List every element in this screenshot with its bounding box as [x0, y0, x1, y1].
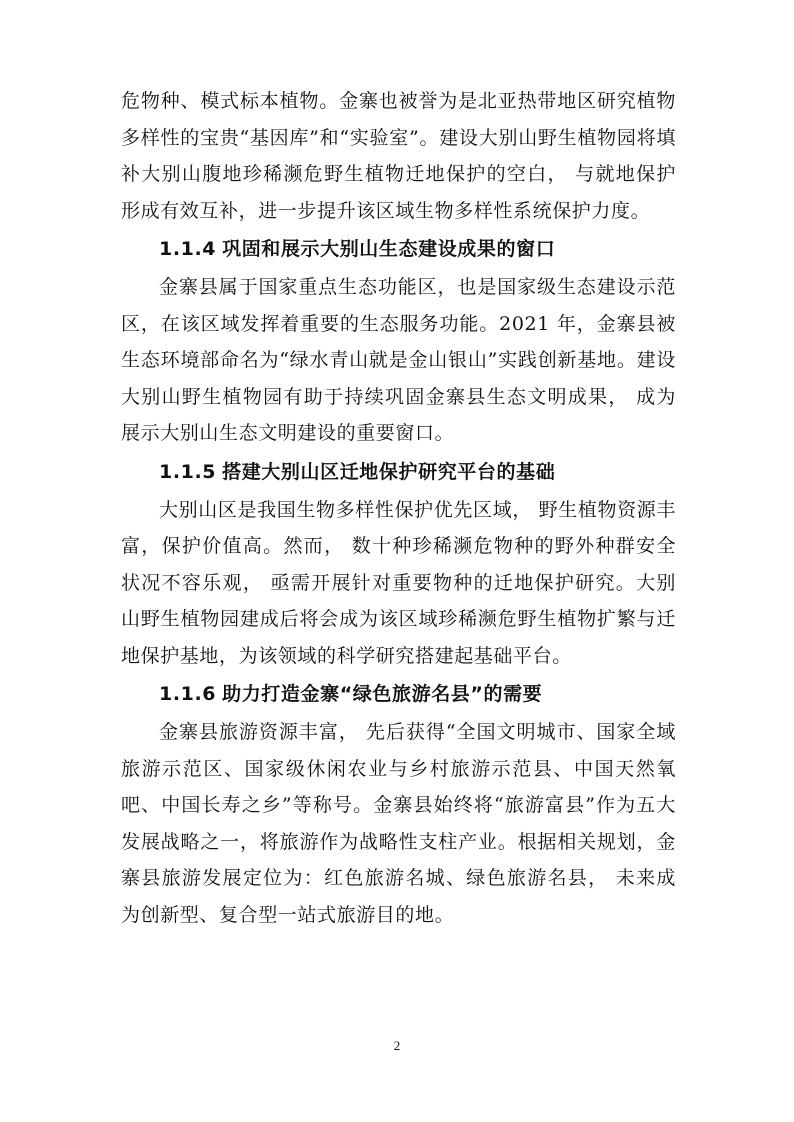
page-number: 2 — [393, 1038, 401, 1053]
section-title: 搭建大别山区迁地保护研究平台的基础 — [222, 460, 556, 483]
section-paragraph-1-1-4: 金寨县属于国家重点生态功能区，也是国家级生态建设示范区，在该区域发挥着重要的生态服务功能。2021 年，金寨县被生态环境部命名为“绿水青山就是金山银山”实践创新基地。建设大别山野生植物园有助于持续巩固金寨县生态文明成果， 成为展示大别山生态文明建设的重要窗口。 — [121, 276, 676, 444]
section-title: 巩固和展示大别山生态建设成果的窗口 — [222, 238, 556, 260]
page-content — [121, 83, 676, 933]
section-paragraph-1-1-5: 大别山区是我国生物多样性保护优先区域， 野生植物资源丰富，保护价值高。然而， 数十种珍稀濒危物种的野外种群安全状况不容乐观， 亟需开展针对重要物种的迁地保护研究。大别山野生植物园建成后将会成为该区域珍稀濒危野生植物扩繁与迁地保护基地，为该领域的科学研究搭建起基础平台。 — [121, 498, 676, 667]
section-number: 1.1.6 — [159, 683, 217, 705]
section-heading-1-1-6 — [121, 674, 676, 714]
section-number: 1.1.4 — [159, 238, 217, 260]
section-title: 助力打造金寨“绿色旅游名县”的需要 — [222, 683, 543, 705]
section-heading-1-1-5 — [121, 452, 676, 492]
section-heading-1-1-4 — [121, 229, 676, 269]
section-paragraph-1-1-6: 金寨县旅游资源丰富， 先后获得“全国文明城市、国家全域旅游示范区、国家级休闲农业与乡村旅游示范县、中国天然氧吧、中国长寿之乡”等称号。金寨县始终将“旅游富县”作为五大发展战略之一，将旅游作为战略性支柱产业。根据相关规划，金寨县旅游发展定位为：红色旅游名城、绿色旅游名县， 未来成为创新型、复合型一站式旅游目的地。 — [121, 721, 676, 926]
section-number: 1.1.5 — [159, 460, 217, 483]
intro-paragraph: 危物种、模式标本植物。金寨也被誉为是北亚热带地区研究植物多样性的宝贵“基因库”和“实验室”。建设大别山野生植物园将填补大别山腹地珍稀濒危野生植物迁地保护的空白， 与就地保护形成有效互补，进一步提升该区域生物多样性系统保护力度。 — [121, 90, 676, 222]
